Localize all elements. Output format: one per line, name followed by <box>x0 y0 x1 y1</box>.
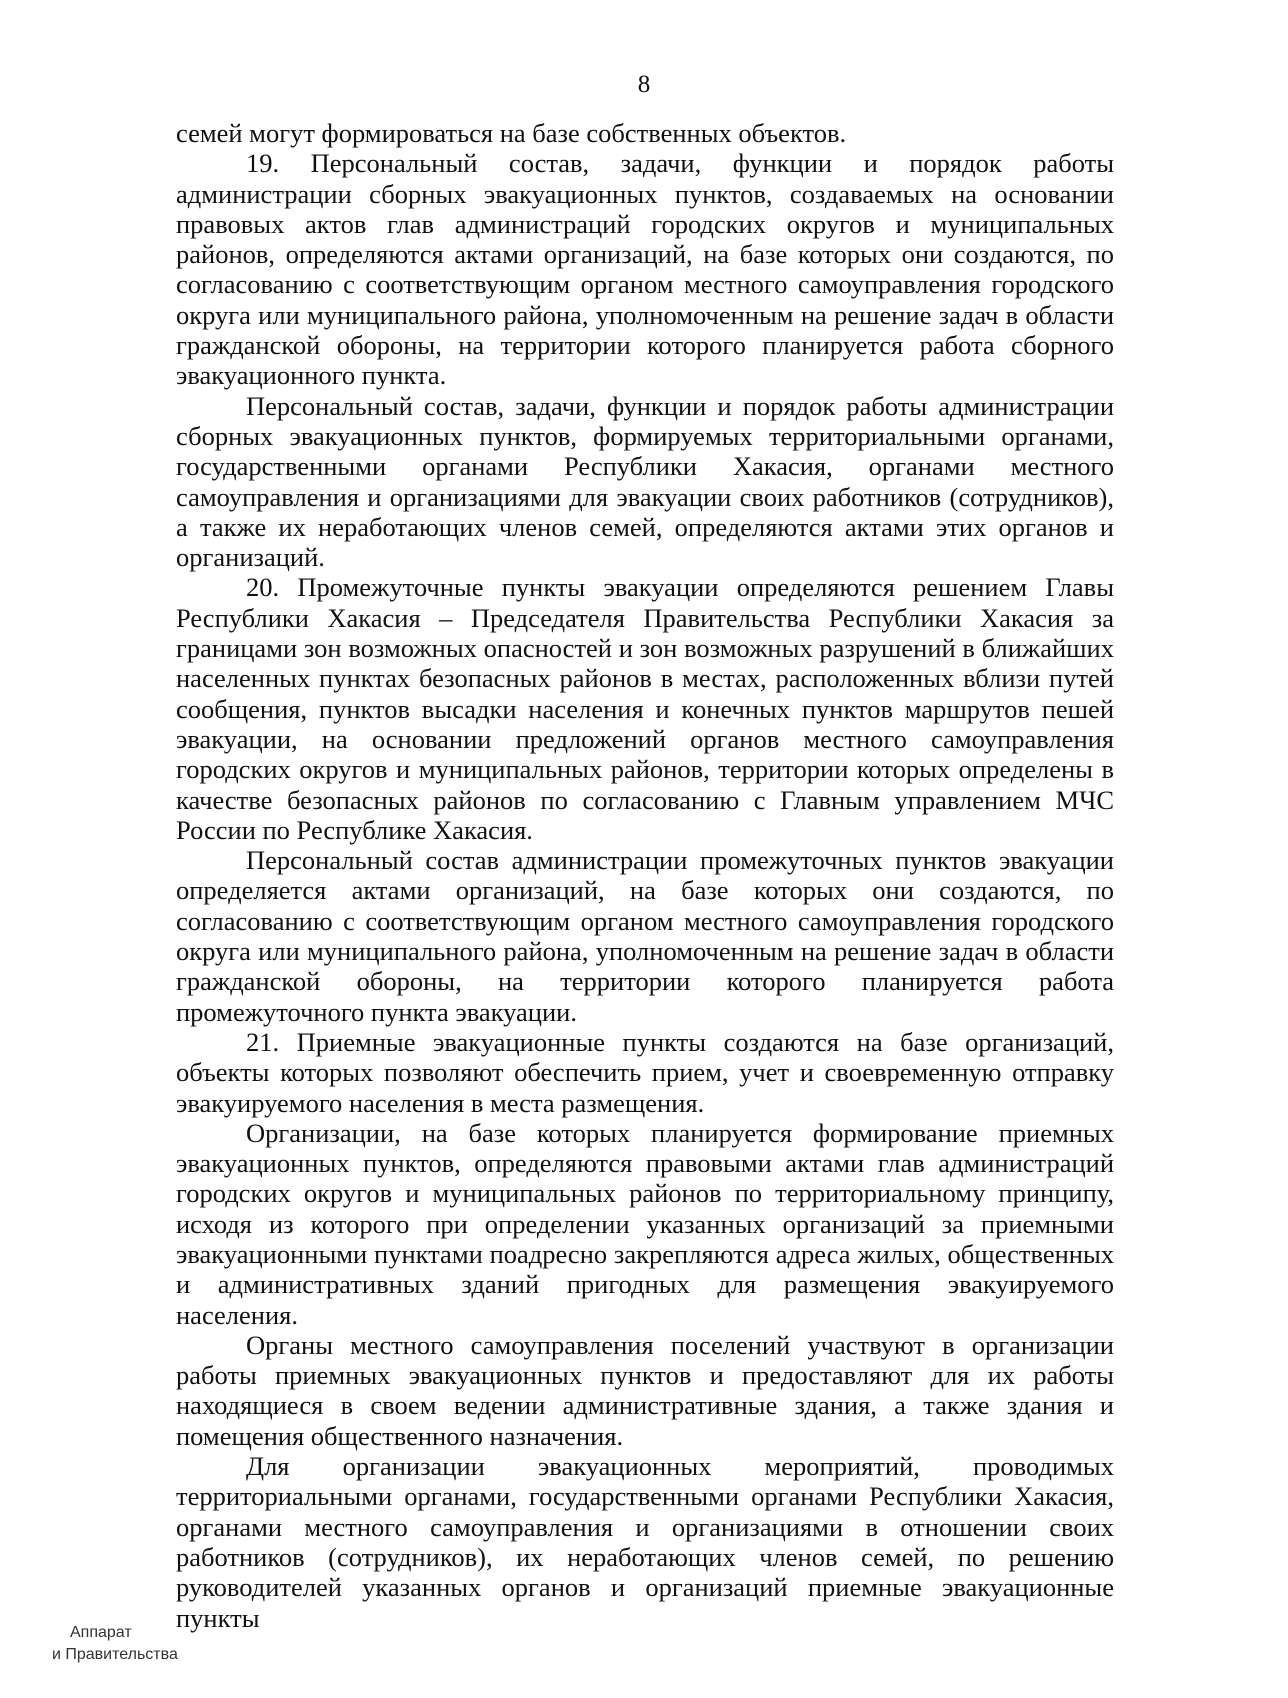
paragraph-evacuation-measures: Для организации эвакуационных мероприятий, проводимых территориальными органами, государственными органами Республики Хакасия, органами местного самоуправления и организациями в отношении своих работников (сотрудников), их неработающих членов семей, по решению руководителей указанных органов и организаций приемные эвакуационные пункты <box>176 1451 1114 1633</box>
stamp-line-2: и Правительства <box>52 1646 178 1663</box>
paragraph-intermediate-points-staff: Персональный состав администрации промежуточных пунктов эвакуации определяется актами организаций, на базе которых они создаются, по согласованию с соответствующим органом местного самоуправления городского округа или муниципального района, уполномоченным на решение задач в области гражданской обороны, на территории которого планируется работа промежуточного пункта эвакуации. <box>176 845 1114 1027</box>
document-body <box>176 118 1114 1633</box>
paragraph-item-19: 19. Персональный состав, задачи, функции и порядок работы администрации сборных эвакуационных пунктов, создаваемых на основании правовых актов глав администраций городских округов и муниципальных районов, определяются актами организаций, на базе которых они создаются, по согласованию с соответствующим органом местного самоуправления городского округа или муниципального района, уполномоченным на решение задач в области гражданской обороны, на территории которого планируется работа сборного эвакуационного пункта. <box>176 148 1114 391</box>
stamp-line-1: Аппарат <box>70 1624 132 1641</box>
paragraph-assembly-points-staff: Персональный состав, задачи, функции и порядок работы администрации сборных эвакуационных пунктов, формируемых территориальными органами, государственными органами Республики Хакасия, органами местного самоуправления и организациями для эвакуации своих работников (сотрудников), а также их неработающих членов семей, определяются актами этих органов и организаций. <box>176 390 1114 573</box>
paragraph-item-21: 21. Приемные эвакуационные пункты создаются на базе организаций, объекты которых позволяют обеспечить прием, учет и своевременную отправку эвакуируемого населения в места размещения. <box>176 1026 1114 1118</box>
paragraph-item-20: 20. Промежуточные пункты эвакуации определяются решением Главы Республики Хакасия – Председателя Правительства Республики Хакасия за границами зон возможных опасностей и зон возможных разрушений в ближайших населенных пунктах безопасных районов в местах, расположенных вблизи путей сообщения, пунктов высадки населения и конечных пунктов маршрутов пешей эвакуации, на основании предложений органов местного самоуправления городских округов и муниципальных районов, территории которых определены в качестве безопасных районов по согласованию с Главным управлением МЧС России по Республике Хакасия. <box>176 572 1114 845</box>
paragraph-local-self-government: Органы местного самоуправления поселений участвуют в организации работы приемных эвакуационных пунктов и предоставляют для их работы находящиеся в своем ведении административные здания, а также здания и помещения общественного назначения. <box>176 1329 1114 1451</box>
paragraph-reception-organizations: Организации, на базе которых планируется формирование приемных эвакуационных пунктов, определяются правовыми актами глав администраций городских округов и муниципальных районов по территориальному принципу, исходя из которого при определении указанных организаций за приемными эвакуационными пунктами поадресно закрепляются адреса жилых, общественных и административных зданий пригодных для размещения эвакуируемого населения. <box>176 1117 1114 1330</box>
registration-stamp <box>52 1622 178 1666</box>
page-number: 8 <box>637 71 651 98</box>
paragraph-continuation: семей могут формироваться на базе собственных объектов. <box>176 118 847 148</box>
